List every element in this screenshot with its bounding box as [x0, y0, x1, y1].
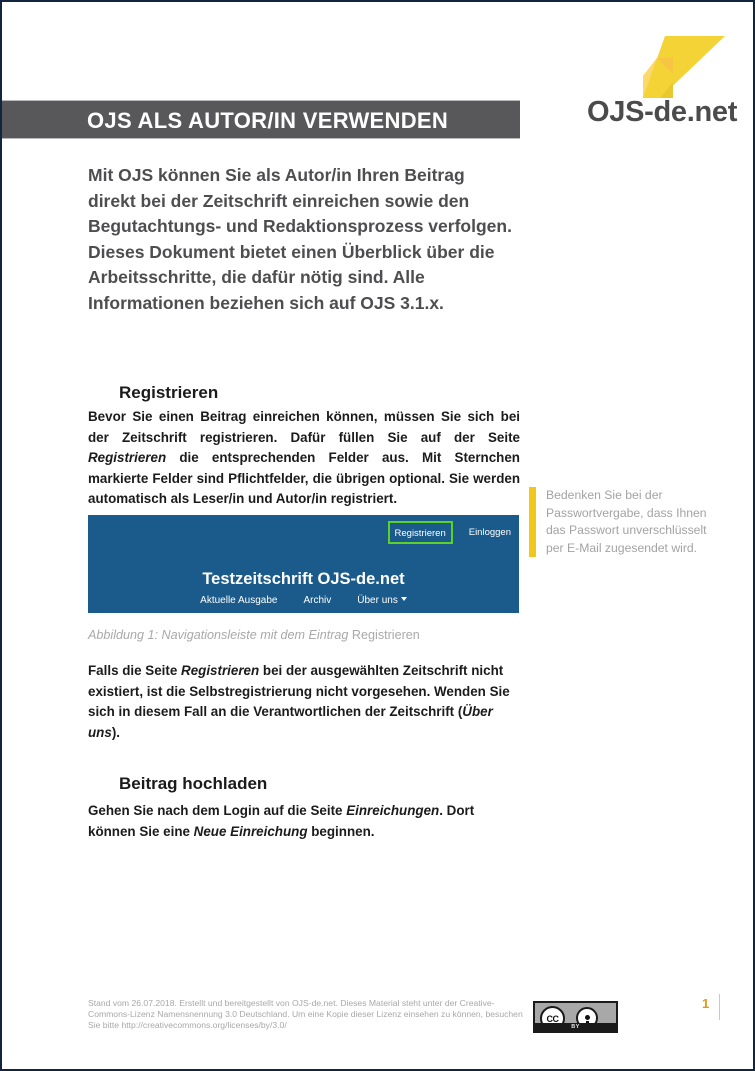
intro-paragraph: Mit OJS können Sie als Autor/in Ihren Beitrag direkt bei der Zeitschrift einreichen sowie den Begutachtungs- und Redaktionsprozess verfolgen. Dieses Dokument bietet einen Überblick über die Arbeitsschritte, die dafür nötig sind. Alle Informationen beziehen sich auf OJS 3.1.x.: [88, 165, 512, 313]
figure-register-highlight: [388, 521, 453, 544]
section-paragraph-beitrag-hochladen: Gehen Sie nach dem Login auf die Seite Einreichungen. Dort können Sie eine Neue Einreichung beginnen.: [88, 803, 475, 839]
figure-journal-title: Testzeitschrift OJS-de.net: [202, 570, 405, 588]
section-heading-beitrag-hochladen: Beitrag hochladen: [119, 774, 268, 793]
figure-navigation-screenshot: [88, 515, 519, 613]
callout-accent-bar: [529, 487, 536, 557]
footer-license-text: Stand vom 26.07.2018. Erstellt und bereitgestellt von OJS-de.net. Dieses Material steht unter der Creative-Commons-Lizenz Namensnennung 3.0 Deutschland. Um eine Kopie dieser Lizenz einsehen zu können, besuchen Sie bitte http://creativecommons.org/licenses/by/3.0/: [88, 998, 523, 1030]
section-paragraph-registrieren: Bevor Sie einen Beitrag einreichen können, müssen Sie sich bei der Zeitschrift registrieren. Dafür füllen Sie auf der Seite Registrieren die entsprechenden Felder aus. Mit Sternchen markierte Felder sind Pflichtfelder, die übrigen optional. Sie werden automatisch als Leser/in und Autor/in registriert.: [88, 409, 520, 507]
document-title-bar: [2, 100, 520, 139]
chevron-down-icon: [401, 597, 407, 601]
section-heading-registrieren: Registrieren: [119, 383, 219, 402]
cc-by-label: BY: [571, 1024, 580, 1030]
person-glyph: [585, 1015, 590, 1020]
callout-text: Bedenken Sie bei der Passwortvergabe, dass Ihnen das Passwort unverschlüsselt per E-Mail zugesendet wird.: [546, 488, 707, 555]
cc-icon-label: CC: [546, 1013, 559, 1024]
figure-caption-italic: Abbildung 1: Navigationsleiste mit dem Eintrag: [88, 628, 349, 642]
figure-caption-plain: Registrieren: [351, 628, 420, 642]
figure-nav-item-archiv: Archiv: [303, 595, 332, 606]
figure-nav-bar: [88, 595, 519, 606]
figure-top-links: [388, 521, 511, 544]
callout-box: [529, 487, 719, 557]
checkmark-icon: [605, 36, 725, 98]
figure-nav-item-ueber-uns: [357, 595, 407, 606]
figure-register-link: Registrieren: [394, 528, 446, 539]
page-number-divider: [719, 994, 720, 1020]
logo-text: OJS-de.net: [587, 96, 738, 128]
ojs-de-net-logo: [587, 36, 738, 141]
creative-commons-by-badge: [533, 1001, 618, 1033]
cc-by-strip: [535, 1023, 616, 1031]
page-number: 1: [702, 996, 710, 1011]
figure-nav-item-ueber-uns-label: Über uns: [357, 595, 398, 606]
figure-nav-item-aktuelle-ausgabe: Aktuelle Ausgabe: [200, 595, 278, 606]
figure-login-link: Einloggen: [468, 527, 511, 538]
page-title: OJS ALS AUTOR/IN VERWENDEN: [87, 108, 449, 133]
figure-caption: [88, 628, 420, 642]
paragraph-after-figure: Falls die Seite Registrieren bei der ausgewählten Zeitschrift nicht existiert, ist die Selbstregistrierung nicht vorgesehen. Wenden Sie sich in diesem Fall an die Verantwortlichen der Zeitschrift (Über uns).: [88, 663, 510, 740]
